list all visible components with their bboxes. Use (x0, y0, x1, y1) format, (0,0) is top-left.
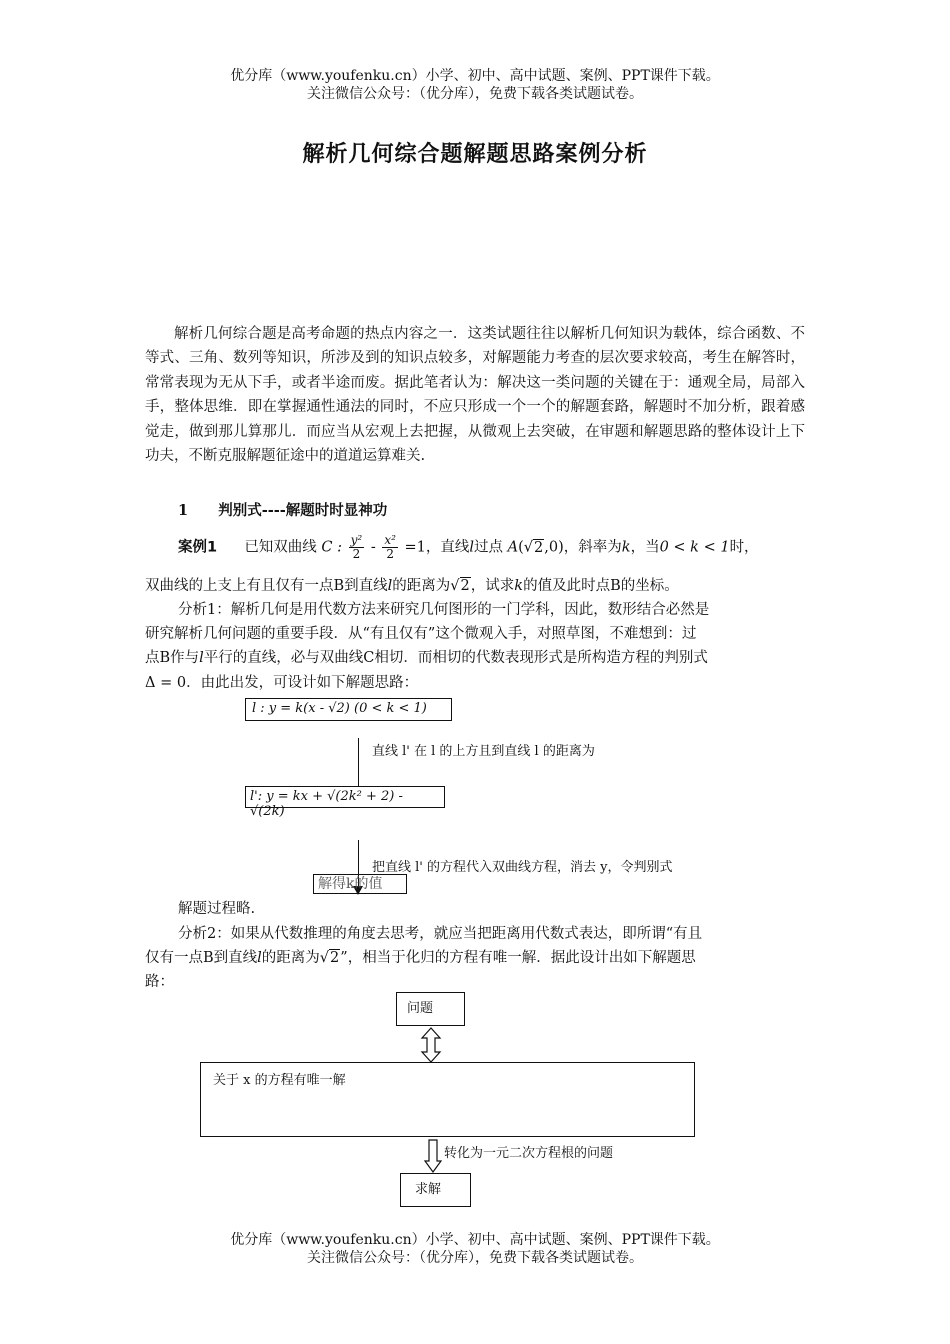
point-A-sqrt2: 2 (534, 539, 544, 556)
analysis-1-line-3-a: 点B作与 (145, 650, 200, 666)
frac-num-y2: y² (350, 533, 363, 547)
flow1-arrow-2-label: 把直线 l' 的方程代入双曲线方程，消去 y，令判别式 (372, 860, 673, 875)
flow1-box-solve-k: 解得k的值 (313, 874, 407, 894)
analysis-1-line-3-b: 平行的直线，必与双曲线C相切．而相切的代数表现形式是所构造方程的判别式 (203, 650, 708, 666)
case-1-text-c: 过点 (474, 539, 504, 556)
case-1-line-1 (178, 534, 759, 561)
flow2-down-arrow-icon (424, 1139, 442, 1173)
flow2-box-equation: 关于 x 的方程有唯一解 (200, 1062, 695, 1137)
section-1-number: 1 (178, 502, 189, 519)
line-l-symbol-2: l (387, 578, 393, 594)
analysis-1-line-2: 研究解析几何问题的重要手段．从“有且仅有”这个微观入手，对照草图，不难想到：过 (145, 626, 697, 642)
analysis-2-line-2-c: ”，相当于化归的方程有唯一解．据此设计出如下解题思 (340, 950, 696, 966)
header-line-2: 关注微信公众号：（优分库），免费下载各类试题试卷。 (307, 86, 643, 102)
section-1-heading (178, 499, 387, 523)
slope-k-symbol: k (621, 539, 631, 556)
k-range: 0 < k < 1 (659, 539, 730, 556)
case-1-text-a: 已知双曲线 (244, 539, 317, 556)
flow2-double-arrow-icon (420, 1027, 442, 1063)
case-1-text-f: 时， (729, 539, 759, 556)
analysis-2-line-2: 仅有一点B到直线l的距离为√2”，相当于化归的方程有唯一解．据此设计出如下解题思 (145, 950, 696, 966)
distance-sqrt2-2: 2 (330, 950, 340, 966)
point-A-symbol: A (507, 539, 519, 556)
analysis-1-line-3 (145, 646, 708, 670)
curve-C-symbol: C : (321, 539, 343, 556)
section-1-title: 判别式----解题时时显神功 (218, 503, 388, 519)
flow1-box-line-lprime-text: l': y = kx + √(2k² + 2) - √(2k) (250, 789, 403, 819)
k-symbol-2: k (514, 578, 524, 594)
case-1-line-2: 双曲线的上支上有且仅有一点B到直线l的距离为√2，试求k的值及此时点B的坐标。 (145, 578, 679, 594)
y-squared-over-2 (349, 534, 365, 561)
line-l-symbol-3: l (199, 650, 204, 666)
case-1-text-d: ，斜率为 (563, 539, 622, 556)
case-1-label: 案例1 (178, 539, 218, 556)
analysis-1-line-1: 分析1：解析几何是用代数方法来研究几何图形的一门学科，因此，数形结合必然是 (178, 602, 710, 618)
flow2-box-problem: 问题 (396, 992, 465, 1026)
minus-sign: - (370, 539, 376, 556)
flow2-arrow-label: 转化为一元二次方程根的问题 (444, 1146, 614, 1161)
flow1-arrow-1-line (358, 738, 359, 790)
analysis-2-line-2-b: 的距离为 (261, 950, 320, 966)
case-1-text-h: 的距离为 (392, 578, 451, 594)
line-l-symbol: l (469, 539, 475, 556)
point-A-open: (√ (518, 539, 534, 556)
case-1-text-e: ，当 (630, 539, 660, 556)
equals-one: =1 (404, 539, 426, 556)
analysis-2-line-3: 路： (145, 974, 174, 990)
flow1-box-line-l (245, 698, 452, 721)
point-A-rest: ,0) (544, 539, 564, 556)
footer-line-2: 关注微信公众号：（优分库），免费下载各类试题试卷。 (307, 1250, 643, 1266)
header-line-1: 优分库（www.youfenku.cn）小学、初中、高中试题、案例、PPT课件下载。 (230, 68, 720, 84)
x-squared-over-2 (382, 534, 398, 561)
frac-den-2b: 2 (386, 547, 394, 561)
analysis-1-line-4-text: ．由此出发，可设计如下解题思路： (186, 675, 419, 691)
flow2-box-solve: 求解 (400, 1173, 471, 1207)
analysis-1-line-4 (145, 671, 418, 695)
flow1-box-line-l-text: l : y = k(x - √2) (0 < k < 1) (252, 701, 427, 716)
frac-den-2: 2 (352, 547, 361, 561)
footer-line-1: 优分库（www.youfenku.cn）小学、初中、高中试题、案例、PPT课件下载。 (230, 1232, 720, 1248)
intro-paragraph: 解析几何综合题是高考命题的热点内容之一．这类试题往往以解析几何知识为载体，综合函数、不等式、三角、数列等知识，所涉及到的知识点较多，对解题能力考查的层次要求较高，考生在解答时，常常表现为无从下手，或者半途而废。据此笔者认为：解决这一类问题的关键在于：通观全局，局部入手，整体思维．即在掌握通性通法的同时，不应只形成一个一个的解题套路，解题时不加分析，跟着感觉走，做到那儿算那儿．而应当从宏观上去把握，从微观上去突破，在审题和解题思路的整体设计上下功夫，不断克服解题征途中的道道运算难关. (145, 326, 805, 465)
page-title: 解析几何综合题解题思路案例分析 (302, 142, 648, 167)
solution-omitted: 解题过程略. (178, 901, 256, 917)
line-l-symbol-4: l (257, 950, 262, 966)
flow1-box-line-lprime (245, 786, 445, 819)
delta-zero: Δ = 0 (145, 675, 187, 691)
case-1-text-j: 的值及此时点B的坐标。 (523, 578, 679, 594)
case-1-text-g: 双曲线的上支上有且仅有一点B到直线 (145, 578, 388, 594)
distance-sqrt2: 2 (460, 578, 470, 594)
analysis-2-line-2-a: 仅有一点B到直线 (145, 950, 258, 966)
analysis-2-line-1: 分析2：如果从代数推理的角度去思考，就应当把距离用代数式表达，即所谓“有且 (178, 926, 703, 942)
flow1-arrow-1-label: 直线 l' 在 l 的上方且到直线 l 的距离为 (372, 744, 595, 759)
frac-num-x2: x² (384, 533, 396, 547)
case-1-text-i: ，试求 (470, 578, 515, 594)
case-1-text-b: ，直线 (425, 539, 470, 556)
